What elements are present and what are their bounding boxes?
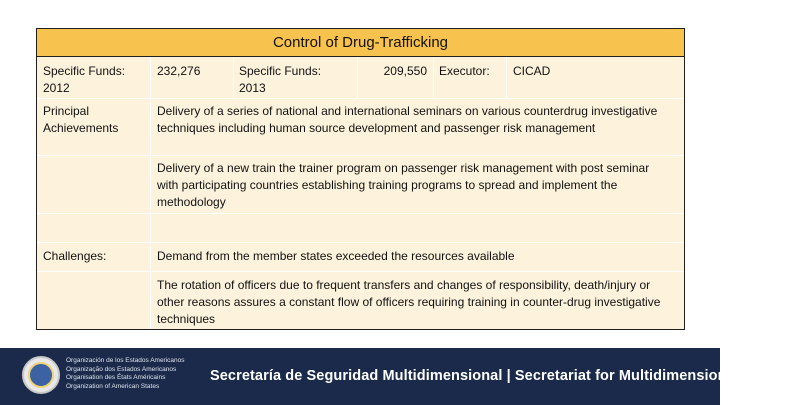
funds-2012-label: Specific Funds: 2012 xyxy=(43,64,126,95)
challenge-item: The rotation of officers due to frequent transfers and changes of responsibility, death/injury or other reasons assures a constant flow of officers requiring training in counter-drug investigative techniques xyxy=(157,278,661,326)
footer-title: Secretaría de Seguridad Multidimensional | Secretariat for Multidimensional Security xyxy=(210,368,801,384)
organization-names xyxy=(66,357,185,391)
row-divider xyxy=(37,271,684,272)
funds-2013-label: Specific Funds: 2013 xyxy=(239,64,322,95)
program-table xyxy=(36,28,685,330)
achievement-item: Delivery of a series of national and international seminars on various counterdrug investigative techniques including human source development and passenger risk management xyxy=(157,104,658,135)
column-divider xyxy=(357,57,358,98)
funds-2013-value: 209,550 xyxy=(383,64,427,78)
row-divider xyxy=(37,213,684,214)
row-divider xyxy=(37,242,684,243)
table-title: Control of Drug-Trafficking xyxy=(37,29,684,57)
row-divider xyxy=(37,98,684,99)
challenge-item: Demand from the member states exceeded the resources available xyxy=(157,249,515,263)
org-name-line: Organização dos Estados Americanos xyxy=(66,365,177,373)
row-divider xyxy=(37,155,684,156)
column-divider xyxy=(233,57,234,98)
funds-2012-value: 232,276 xyxy=(157,64,201,78)
seal-emblem xyxy=(28,362,54,388)
column-divider xyxy=(433,57,434,98)
challenges-label: Challenges: xyxy=(43,249,107,263)
org-name-line: Organisation des États Américains xyxy=(66,374,166,381)
achievement-item: Delivery of a new train the trainer program on passenger risk management with post seminar with participating countries establishing training programs to spread and implement the methodology xyxy=(157,161,650,209)
executor-value: CICAD xyxy=(513,64,551,78)
oas-seal-logo xyxy=(22,356,60,394)
column-divider xyxy=(150,57,151,329)
column-divider xyxy=(506,57,507,98)
principal-achievements-label: Principal Achievements xyxy=(43,104,119,135)
footer-bar xyxy=(0,348,801,405)
org-name-line: Organization of American States xyxy=(66,382,160,390)
org-name-line: Organización de los Estados Americanos xyxy=(66,357,185,364)
executor-label: Executor: xyxy=(439,64,490,78)
